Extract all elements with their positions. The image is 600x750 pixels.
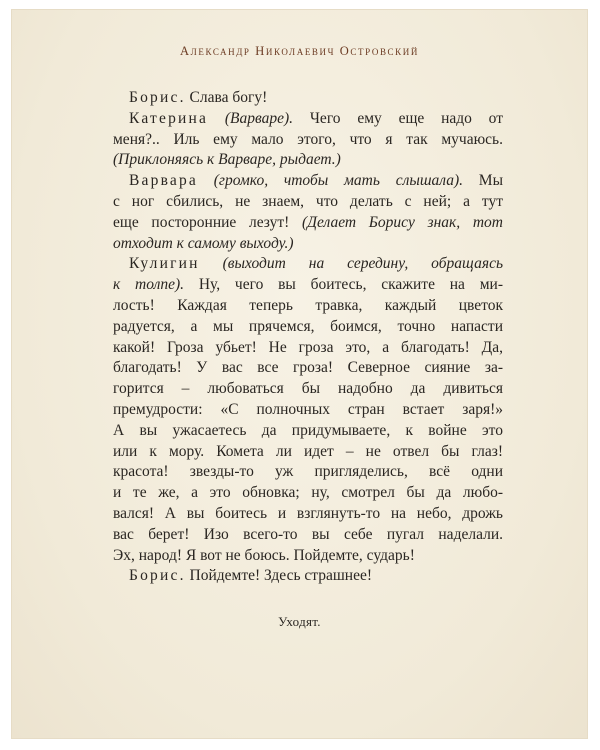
book-page [12,10,587,738]
text-line: Борис. Пойдемте! Здесь страшнее! [129,567,373,585]
text-line: лость! Каждая теперь травка, каждый цветок [113,296,503,314]
text-line: какой! Гроза убьет! Не гроза это, а благодать! Да, [113,338,503,356]
paragraph-boris-1 [113,88,503,109]
text-line: радуется, а мы прячемся, боимся, точно напасти [113,317,503,335]
text-line: и те же, а это обновка; ну, смотрел бы да любо- [113,484,503,502]
text-line: меня?.. Иль ему мало этого, что я так мучаюсь. [113,130,503,148]
running-header: Александр Николаевич Островский [180,44,419,58]
text-line: еще посторонние лезут! (Делает Борису знак, тот [113,213,503,231]
stage-direction: (Приклоняясь к Варваре, рыдает.) [113,151,341,169]
text-line: А вы ужасаетесь да придумываете, к войне это [113,421,503,439]
text-line: Эх, народ! Я вот не боюсь. Пойдемте, сударь! [113,546,415,564]
text-line: благодать! У вас все гроза! Северное сияние за- [113,359,503,377]
text-line: вался! А вы боитесь и взглянуть-то на небо, дрожь [113,504,503,522]
paragraph-boris-2 [113,566,503,587]
paragraph-katerina [113,109,503,171]
text-line: Борис. Слава богу! [129,89,268,106]
paragraph-kuligin [113,254,503,566]
text-line: или к мору. Комета ли идет – не отвел бы глаз! [113,442,503,460]
text-line: к толпе). Ну, чего вы боитесь, скажите на ми- [113,276,504,294]
text-line: Катерина (Варваре). Чего ему еще надо от [129,109,503,127]
text-line: с ног сбились, не знаем, что делать с ней; а тут [113,192,503,210]
paragraph-varvara [113,171,503,254]
text-line: Кулигин (выходит на середину, обращаясь [129,255,503,273]
stage-direction: отходит к самому выходу.) [113,234,294,252]
text-line: горится – любоваться бы надобно да дивиться [113,380,503,398]
text-line: красота! звезды-то уж пригляделись, всё одни [113,463,503,481]
text-line: премудрости: «С полночных стран встает заря!» [113,400,503,418]
play-text [113,88,503,587]
text-line: вас берет! Изо всего-то вы себе пугал наделали. [113,525,503,543]
stage-exit: Уходят. [278,614,321,629]
text-line: Варвара (громко, чтобы мать слышала). Мы [129,172,503,190]
